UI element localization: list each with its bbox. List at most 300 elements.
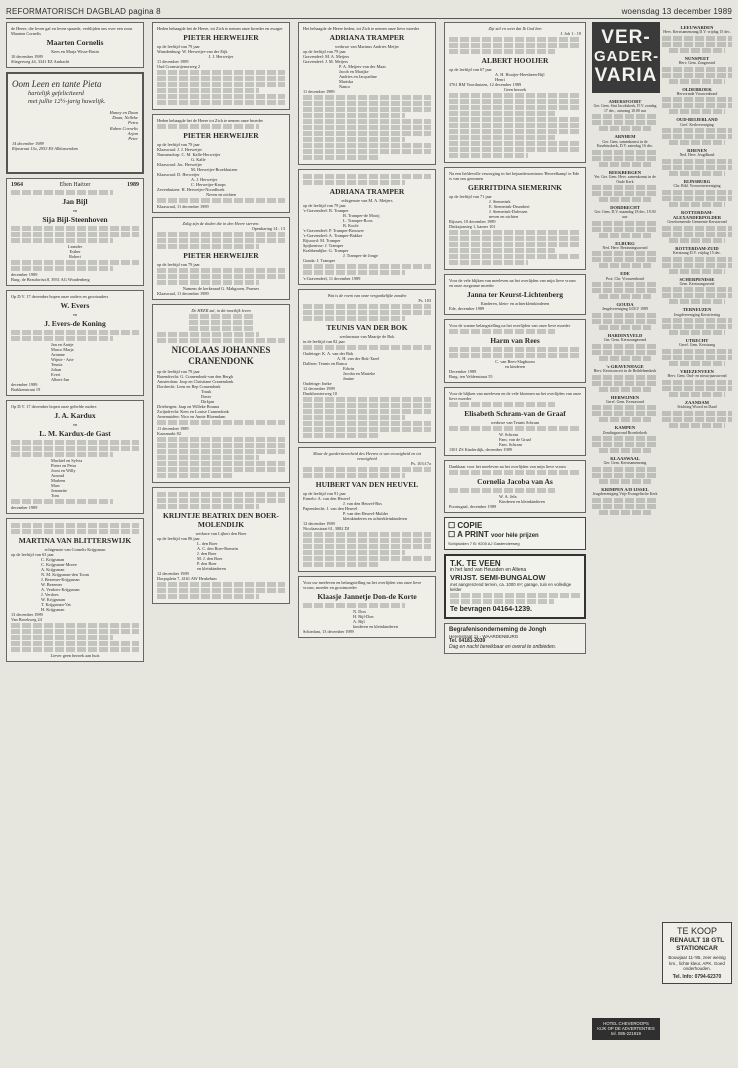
text-line [449, 153, 528, 158]
text-line [303, 270, 405, 275]
kardux-child: Machiel en Sylvia [51, 458, 83, 463]
text-line [303, 304, 431, 309]
text-line [449, 470, 581, 475]
hotel-line: tel. 085-221919 [611, 1031, 641, 1037]
meeting-details: Stichting Woord en Daad [677, 404, 717, 409]
notice-age: op de leeftijd van 91 jaar [303, 491, 346, 496]
thanks-sign: N. Don [353, 609, 366, 614]
text-line [189, 320, 253, 325]
text-line [592, 350, 658, 355]
poem-line-2: hartelijk gefeliciteerd [28, 90, 84, 97]
text-line [599, 356, 652, 361]
poem-sig: Arjan [127, 130, 138, 136]
text-line [303, 467, 431, 472]
death-notice-den-boer [152, 487, 290, 604]
meeting-place: OUD-BEIJERLAND [676, 117, 718, 123]
text-line [157, 492, 285, 497]
death-relative: A. Verdoes-Krijgsman [41, 587, 80, 592]
text-line [157, 467, 285, 472]
meeting-place: KRIMPEN A/D IJSSEL [601, 486, 649, 492]
text-line [303, 427, 431, 432]
header-right: woensdag 13 december 1989 [621, 6, 732, 16]
text-line [662, 128, 732, 133]
notice-age: op de leeftijd van 79 jaar [303, 203, 346, 208]
death-relative: A. Krijgsman [41, 567, 65, 572]
text-line [599, 126, 652, 131]
text-line [157, 244, 259, 249]
text-line [11, 190, 113, 195]
text-line [669, 299, 725, 304]
text-line [11, 635, 113, 640]
meeting-listing [662, 369, 732, 397]
notice-relative: C. Herweijer-Knops [191, 182, 226, 187]
text-line [11, 446, 139, 451]
text-line [303, 550, 405, 555]
wedding-address: Brakkenstraat 19 [11, 387, 41, 392]
death-relative: W. Krijgsman [41, 597, 65, 602]
death-notice-herweijer-3 [152, 217, 290, 300]
death-notice-tramper-1 [298, 22, 436, 165]
te-koop-ad [662, 922, 732, 984]
notice-relative: B. Koole [343, 223, 359, 228]
notice-relative: Dordrecht: Leen en Rep Cranendonk [157, 384, 221, 389]
death-relative: W. Bezemer [41, 582, 63, 587]
kardux-and: en [72, 422, 78, 427]
notice-relative: Driebergen: Jaap en Willeke Bouma [157, 404, 220, 409]
meeting-details: Jeugdvereniging Kerstviering [673, 312, 721, 317]
death-relative: T. Krijgsman-Vat [41, 602, 71, 607]
notice-relative: Zwijndrecht: Kees en Louise Cranendonk [157, 409, 229, 414]
notice-address: Dorpsplein 7, 4161 AW Heukelum [157, 576, 217, 581]
thanks-sign: W. Schram [499, 432, 518, 437]
thanks-intro: Voor de blijken van meeleven en de vele bloemen na het overlijden van onze lieve moeder [449, 391, 582, 401]
notice-date: 's-Gravendeel, 11 december 1989 [303, 276, 361, 281]
notice-age: in de leeftijd van 82 jaar [303, 339, 345, 344]
thanks-sign: C. van Rees-Slagboom [495, 359, 535, 364]
thanks-date: December 1989 [449, 369, 477, 374]
text-line [592, 319, 658, 324]
notice-relative: Amsterdam: Joop en Christiane Cranendonk [157, 379, 234, 384]
meeting-listing [662, 338, 732, 366]
notice-relative: neven en nichten [489, 214, 519, 219]
ad-title: T.K. TE VEEN [450, 559, 501, 568]
thanks-sign: Kinderen, klein- en achterkleinkinderen [480, 301, 550, 306]
text-line [11, 641, 139, 646]
meeting-details: Ver. Ger. Gem. Herv. samenkomst in de Oude Kerk [594, 174, 656, 184]
birth-parents: Kees en Marja Wisse-Bruin [51, 49, 99, 54]
wedding-announcement [6, 290, 144, 396]
notice-relative: G. Kalle [191, 157, 206, 162]
death-relative: H. Krijgsman [41, 607, 65, 612]
meeting-details: Geref. Gem. Kerstzang [678, 343, 716, 348]
header-left: REFORMATORISCH DAGBLAD pagina 8 [6, 6, 161, 16]
text-line [599, 263, 652, 268]
text-line [592, 504, 658, 509]
meeting-place: ROTTERDAM-ZUID [675, 245, 719, 251]
death-notice-cranendonk [152, 304, 290, 483]
meeting-place: ZAANDAM [685, 399, 709, 405]
notice-relative: Jacob en Marijke [339, 69, 369, 74]
notice-relative: Spijkenisse: J. Tramper [303, 243, 344, 248]
text-line [449, 135, 555, 140]
text-line [449, 402, 555, 407]
text-line [303, 415, 405, 420]
text-line [592, 251, 658, 256]
thanks-name: Cornelia Jacoba van As [477, 477, 553, 486]
notice-quote: Wat is de roem van onze vergankelijke zonden [327, 293, 407, 298]
ad-body: met aangrenzend terrein, ca. 1000 m²; garage, tuin en volledige kelder [450, 582, 572, 592]
text-line [11, 266, 113, 271]
notice-relative: Klaaswaal: J. J. Herweijer [157, 147, 202, 152]
text-line [662, 97, 732, 102]
jubilee-and: en [72, 208, 78, 213]
text-line [157, 82, 285, 87]
death-relative: C. Krijgsman-Moree [41, 562, 77, 567]
wedding-intro: Op D.V. 17 december hopen onze ouders en grootouders [11, 294, 109, 299]
notice-age: op de leeftijd van 67 jaar [449, 67, 492, 72]
text-line [449, 236, 581, 241]
death-notice-herweijer-1 [152, 22, 290, 110]
notice-name: TEUNIS VAN DER BOK [326, 323, 408, 332]
text-line [449, 260, 528, 265]
jubilee-name-2: Sija Bijl-Steenhoven [42, 215, 108, 224]
text-line [157, 232, 285, 237]
poem-line-3: met jullie 12½-jarig huwelijk. [28, 98, 106, 105]
meeting-details: Ned. Herv. Bezinningsavond [602, 245, 648, 250]
meeting-listing [592, 487, 658, 515]
meeting-place: ARNHEM [614, 134, 636, 140]
text-line [303, 131, 431, 136]
text-line [11, 647, 139, 652]
text-line [449, 426, 581, 431]
text-line [449, 147, 581, 152]
vergader-left-column [592, 96, 658, 516]
jubilee-end-year: 1989 [127, 182, 139, 188]
text-line [599, 387, 652, 392]
text-line [449, 105, 581, 110]
jubilee-start-year: 1964 [11, 182, 23, 188]
text-line [669, 140, 725, 145]
text-line [592, 375, 658, 380]
copie-address: Schipluiden 7 B: 9200 AJ Gastenderweg [448, 541, 520, 546]
notice-relative: Henri [495, 77, 505, 82]
poem-line-1: Oom Leen en tante Pieta [12, 79, 102, 89]
column-3 [298, 22, 436, 642]
kardux-child: Joost en Willy [51, 468, 76, 473]
kardux-child: Arnoud [51, 473, 65, 478]
text-line [662, 226, 732, 231]
thanks-intro: Dankbaar voor het meeleven na het overlijden van mijn lieve vrouw [449, 464, 567, 469]
notice-relative: A. H. van der Bok-Tazel [337, 356, 380, 361]
te-koop-body: Bouwjaar 11-'85, zeer weinig km., lichte kleur, APK. Goed onderhouden. [668, 955, 726, 971]
text-line [157, 280, 259, 285]
print-word: A PRINT [457, 530, 489, 539]
notice-name: PIETER HERWEIJER [183, 33, 259, 42]
text-line [592, 411, 658, 416]
text-line [303, 345, 431, 350]
death-age: op de leeftijd van 63 jaar [11, 552, 54, 557]
birth-intro: de Heere, die leven gaf en leven spaarde, verblijden ons over een zoon Maarten Cornelis [11, 26, 133, 36]
ad-address: Herenstraat 11 - WAARDENBURG [449, 634, 519, 639]
text-line [599, 448, 652, 453]
notice-age: op de leeftijd van 79 jaar [303, 49, 346, 54]
checkbox-icon: ☐ [448, 530, 456, 539]
kardux-intro: Op D.V. 17 december hopen onze geliefde ouders [11, 404, 97, 409]
kardux-name-2: L. M. Kardux-de Gast [39, 429, 111, 438]
text-line [157, 443, 285, 448]
notice-relatives [303, 208, 431, 263]
meeting-details: Jeugdvereniging Vrije Evangelische Kerk [592, 492, 658, 497]
meeting-listing [592, 364, 658, 392]
text-line [303, 137, 405, 142]
text-line [662, 67, 732, 72]
text-line [157, 70, 285, 75]
meeting-details: Geref. Gem. Kerstavond [605, 399, 645, 404]
notice-subtitle: weduwnaar van Maartje de Bok [339, 334, 395, 339]
text-line [449, 49, 555, 54]
text-line [592, 467, 658, 472]
meeting-place: AMERSFOORT [608, 99, 642, 104]
thanks-sign: Fam. van de Graaf [499, 437, 531, 442]
text-line [449, 129, 581, 134]
notice-relatives [303, 496, 431, 521]
text-line [592, 191, 658, 196]
thanks-address: Schiedam, 13 december 1989 [303, 629, 354, 634]
wedding-child: Jan en Aartje [51, 342, 74, 347]
notice-relative: Krabbendijke: G. Tramper [303, 248, 349, 253]
text-line [592, 150, 658, 155]
jubilee-announcement [6, 178, 144, 286]
meeting-details: Herv. Kerstconcert in de Bethlehemkerk [593, 368, 657, 373]
text-line [157, 338, 285, 343]
notice-sign: Namens de kerkeraad G. Mahgroen, Praeses [182, 286, 260, 291]
text-line [599, 197, 652, 202]
notice-relatives [303, 54, 431, 89]
kardux-name-1: J. A. Kardux [54, 411, 96, 420]
meeting-listing [592, 302, 658, 330]
meeting-listing [662, 307, 732, 335]
notice-relative: Dirkjan [201, 399, 215, 404]
text-line [303, 433, 380, 438]
notice-relative: en kleinkinderen [197, 566, 226, 571]
text-line [592, 282, 658, 287]
notice-relative: J. den Boer [197, 551, 217, 556]
banner-line: VER- [601, 27, 651, 48]
meeting-place: UTRECHT [685, 338, 709, 344]
text-line [669, 171, 725, 176]
thanks-sign: H. Bijl-Don [353, 614, 374, 619]
notice-age: op de leeftijd van 71 jaar [449, 194, 492, 199]
thanks-signatures [353, 609, 431, 629]
notice-relative: A. C. den Boer-Romein [197, 546, 238, 551]
ad-phone: Tel. 04181-2039 [449, 638, 486, 644]
notice-relative: Zevenhuizen: H. Herweijer-Noordhoek [157, 187, 225, 192]
text-line [157, 274, 285, 279]
text-line [157, 76, 285, 81]
notice-relative: Gouda: J. Tramper [303, 258, 336, 263]
text-line [11, 629, 139, 634]
text-line [303, 603, 405, 608]
text-line [303, 562, 380, 567]
te-koop-box [662, 922, 732, 984]
text-line [157, 420, 285, 425]
notice-name: ALBERT HOOIJER [481, 56, 549, 65]
notice-address: Oud Cromstrijenseweg 2 [157, 64, 200, 69]
notice-relative: Edwin [343, 366, 355, 371]
te-koop-phone: Tel. Info: 0794-62370 [672, 973, 722, 980]
text-line [592, 257, 658, 262]
notice-subtitle: weduwe van Lijbert den Boer [195, 531, 247, 536]
text-line [449, 230, 581, 235]
text-line [303, 532, 431, 537]
notice-name: PIETER HERWEIJER [183, 131, 259, 140]
column-1 [6, 22, 144, 666]
death-subtitle: echtgenote van Cornelis Krijgsman [44, 547, 106, 552]
notice-age: op de leeftijd van 79 jaar [157, 262, 200, 267]
meeting-place: VRIEZENVEEN [680, 368, 714, 374]
notice-remark: Geen bezoek [503, 87, 527, 92]
notice-name: HUIBERT VAN DEN HEUVEL [315, 480, 419, 489]
notice-relative: L. Tramper-Roos [343, 218, 373, 223]
poem-address: Rijnstraat 13a, 2953 ES Alblasserdam [12, 146, 78, 152]
text-line [11, 336, 113, 341]
death-relative: N. M. Krijgsman-den Toom [41, 572, 89, 577]
text-line [669, 202, 725, 207]
meeting-details: Zendingsavond Broederkerk [602, 430, 648, 435]
text-line [449, 123, 581, 128]
text-line [662, 42, 732, 47]
notice-date: Klaaswaal, 11 december 1989 [157, 291, 209, 296]
poem-sig: Peter [128, 136, 138, 142]
text-line [303, 316, 405, 321]
wedding-child: Albert-Jan [51, 377, 70, 382]
text-line [599, 417, 652, 422]
kardux-child: Jeannette [51, 488, 67, 493]
text-line [449, 141, 581, 146]
text-line [599, 325, 652, 330]
notice-relative: P. den Boer [197, 561, 217, 566]
text-line [157, 437, 285, 442]
thanks-intro: Voor de vele blijken van meeleven na het overlijden van mijn lieve vrouw en onze zorgzame moeder [449, 278, 577, 288]
text-line [592, 221, 658, 226]
notice-date: 11 december 1989 [303, 89, 335, 94]
text-line [303, 143, 431, 148]
text-line [592, 473, 658, 478]
notice-relative: Mariska [339, 79, 354, 84]
text-line [662, 263, 732, 268]
text-line [669, 361, 725, 366]
thanks-address: Poortugaal, december 1989 [449, 504, 497, 509]
notice-ref: Ps. 103 [418, 298, 431, 303]
banner-line: VARIA [594, 65, 658, 86]
notice-relatives [197, 541, 285, 571]
notice-relative: Gravendeel: J. M. Meijers [303, 59, 348, 64]
print-headline [448, 530, 582, 541]
meeting-details: Prot. Chr. Vrouwenbond [606, 276, 644, 281]
notice-relative: Rijsoord: M. Tramper [303, 238, 341, 243]
meeting-details: Kerstzang D.V. vrijdag 15 dec. [672, 250, 721, 255]
copy-print-ad [444, 517, 586, 550]
text-line [592, 442, 658, 447]
meeting-place: RHENEN [687, 148, 707, 154]
meeting-listing [592, 333, 658, 361]
death-notice-van-den-heuvel [298, 447, 436, 572]
text-line [11, 226, 139, 231]
notice-relative: B. Tramper-de Mooij [343, 213, 380, 218]
death-notice-blitterswijk [6, 518, 144, 662]
text-line [11, 330, 139, 335]
notice-date: 11 december 1989 [157, 426, 189, 431]
text-line [157, 455, 259, 460]
notice-age: op de leeftijd van 86 jaar [157, 536, 200, 541]
poem-sig: Daan, Nelleke [112, 115, 138, 121]
thanks-name: Elisabeth Schram-van de Graaf [464, 409, 566, 418]
text-line [303, 264, 431, 269]
text-line [303, 538, 431, 543]
te-koop-type: STATIONCAR [676, 945, 718, 952]
notice-relative: 's-Gravendeel: B. Tramper [303, 208, 349, 213]
ad-slogan: Dag en nacht bereikbaar en overal te ontbieden. [449, 644, 557, 650]
text-line [11, 440, 139, 445]
text-line [303, 473, 405, 478]
thanks-notice-ter-keurst [444, 274, 586, 315]
text-line [303, 95, 431, 100]
thanks-notice-van-rees [444, 319, 586, 383]
thanks-subtitle: weduwe van Teunis Schram [490, 420, 540, 425]
text-line [157, 498, 285, 503]
jubilee-date: december 1989 [11, 272, 38, 277]
notice-relative: Waardenburg: W. Herweijer-van der Eijk [157, 49, 228, 54]
notice-relative: Papendrecht: J. van den Heuvel [303, 506, 358, 511]
meeting-place: OLDEBROEK [682, 86, 712, 92]
thanks-notice-schram [444, 387, 586, 456]
kardux-children [51, 458, 139, 498]
jubilee-sign: Esther [69, 249, 81, 254]
text-line [662, 134, 732, 139]
notice-age: op de leeftijd van 79 jaar [157, 369, 200, 374]
meeting-details: Gref. Kerkvereniging [680, 122, 714, 127]
text-line [449, 99, 581, 104]
text-line [189, 326, 253, 331]
text-line [662, 232, 732, 237]
notice-relative: E. Siemerink-Drumbert [489, 204, 530, 209]
meeting-place: BEEKBERGEN [608, 169, 642, 175]
ad-title: Begrafenisonderneming de Jongh [449, 627, 547, 633]
notice-relative: 's-Gravendeel: A. Tramper-Bakker [303, 233, 363, 238]
notice-relative: Nanco [339, 84, 351, 89]
notice-relative: Gravendeel: M. A. Meijers [303, 54, 350, 59]
text-line [662, 380, 732, 385]
text-line [303, 174, 431, 179]
meeting-listing [592, 425, 658, 453]
text-line [592, 114, 658, 119]
meeting-details: Ger. Gem. D.V. maandag 18 dec. 19.30 uur [594, 210, 656, 219]
notice-relative: J. Siemerink-Dalessen [489, 209, 528, 214]
notice-relative: Davie [201, 394, 212, 399]
meeting-details: Ned. Herv. Jeugdbond [679, 153, 715, 158]
te-koop-model: RENAULT 18 GTL [669, 937, 725, 944]
text-line [303, 107, 431, 112]
column-2 [152, 22, 290, 608]
death-address: Van Broekweg 24 [11, 617, 42, 622]
notice-relative: A. H. Hooijer-Heesbeen-Bijl [495, 72, 545, 77]
notice-name: PIETER HERWEIJER [183, 251, 259, 260]
thanks-sign: en kinderen [504, 364, 526, 369]
notice-date: Klaaswaal, 11 december 1989 [157, 204, 209, 209]
text-line [303, 119, 431, 124]
wedding-date: december 1989 [11, 382, 38, 387]
notice-name: NICOLAAS JOHANNES CRANENDONK [171, 345, 271, 366]
